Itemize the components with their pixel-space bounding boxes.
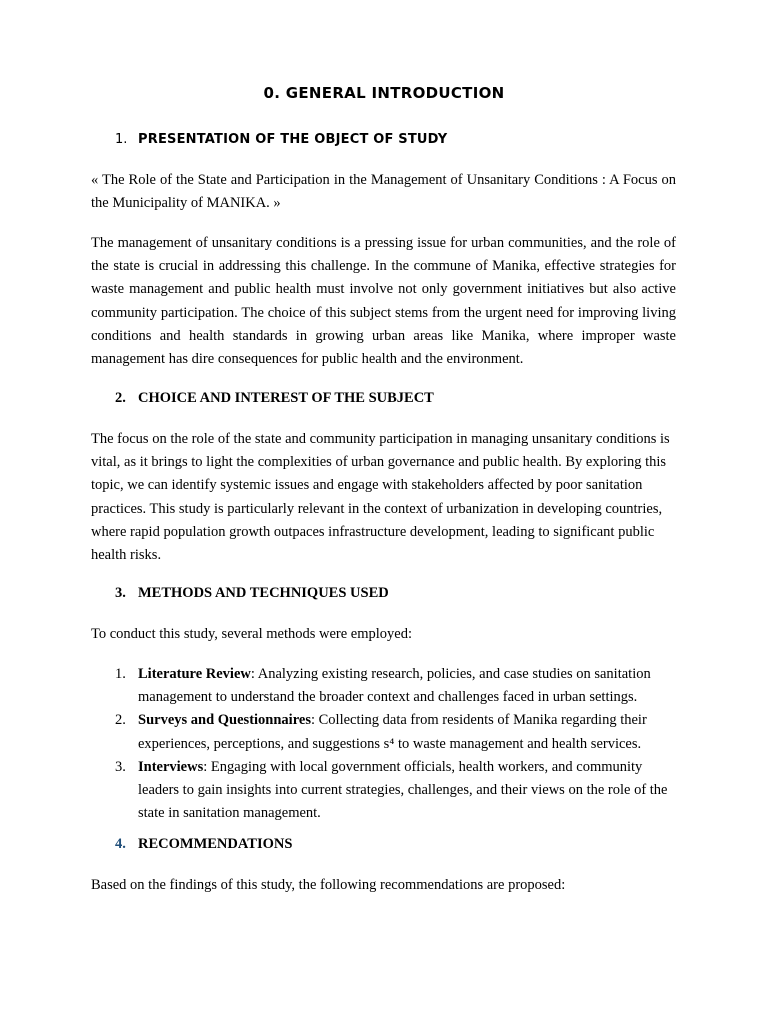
list-item — [91, 709, 676, 755]
section-2-paragraph: The focus on the role of the state and community participation in managing unsanitary conditions is vital, as it brings to light the complexities of urban governance and public health. By exploring this topic, we can identify systemic issues and engage with stakeholders affected by poor sanitation practices. This study is particularly relevant in the context of urbanization in developing countries, where rapid population growth outpaces infrastructure development, leading to significant public health risks. — [91, 431, 670, 564]
section-4-heading — [115, 836, 292, 853]
list-item-text: : Collecting data from residents of Manika regarding their experiences, perceptions, and suggestions s⁴ to waste management and health services. — [138, 712, 647, 752]
section-2-heading — [115, 390, 434, 407]
list-item — [91, 756, 676, 826]
list-item-number: 3. — [115, 758, 126, 775]
section-1-number: 1. — [115, 132, 128, 147]
section-3-heading — [115, 585, 389, 602]
section-1-paragraph: The management of unsanitary conditions is a pressing issue for urban communities, and the role of the state is crucial in addressing this challenge. In the commune of Manika, effective strategies for waste management and public health must involve not only government initiatives but also active community participation. The choice of this subject stems from the urgent need for improving living conditions and health standards in growing urban areas like Manika, where improper waste management has dire consequences for public health and the environment. — [91, 235, 676, 368]
section-3-title: METHODS AND TECHNIQUES USED — [138, 585, 389, 601]
section-3-number: 3. — [115, 585, 126, 601]
list-item-number: 1. — [115, 666, 126, 682]
section-2-title: CHOICE AND INTEREST OF THE SUBJECT — [138, 390, 434, 406]
list-item-text: : Analyzing existing research, policies, and case studies on sanitation management to understand the broader context and challenges faced in urban settings. — [138, 666, 651, 706]
list-item-term: Interviews — [138, 758, 204, 775]
section-4-number: 4. — [115, 836, 126, 852]
section-1-heading — [115, 132, 447, 147]
section-1-title: PRESENTATION OF THE OBJECT OF STUDY — [138, 132, 448, 147]
section-2-number: 2. — [115, 390, 126, 406]
document-title: 0. GENERAL INTRODUCTION — [263, 84, 505, 102]
list-item-term: Surveys and Questionnaires — [138, 712, 311, 729]
section-4-title: RECOMMENDATIONS — [138, 836, 293, 852]
section-4-intro: Based on the findings of this study, the following recommendations are proposed: — [91, 877, 566, 893]
study-object-statement: « The Role of the State and Participation in the Management of Unsanitary Conditions : A Focus on the Municipality of MANIKA. » — [91, 172, 676, 212]
section-3-intro: To conduct this study, several methods were employed: — [91, 626, 412, 642]
methods-list — [91, 663, 676, 825]
list-item-number: 2. — [115, 712, 126, 729]
list-item — [91, 663, 676, 709]
list-item-text: : Engaging with local government officials, health workers, and community leaders to gain insights into current strategies, challenges, and their views on the role of the state in sanitation management. — [138, 758, 668, 822]
list-item-term: Literature Review — [138, 666, 251, 682]
